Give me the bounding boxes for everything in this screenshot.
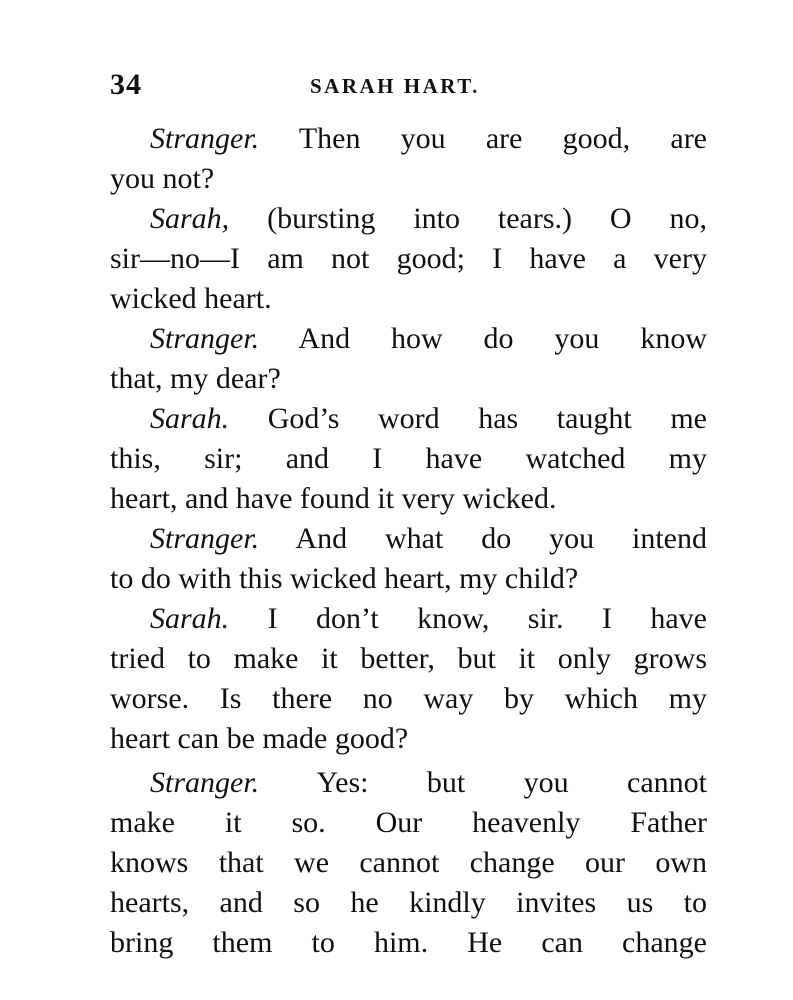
line-text: (bursting into tears.) O no,	[229, 202, 707, 235]
text-line	[110, 199, 707, 239]
text-line	[110, 679, 707, 719]
running-head	[110, 68, 710, 108]
text-line	[110, 719, 707, 759]
line-text: And what do you intend	[259, 522, 707, 555]
text-line	[110, 119, 707, 159]
line-text: make it so. Our heavenly Father	[110, 806, 707, 839]
text-line	[110, 519, 707, 559]
speaker-name: Sarah,	[150, 202, 230, 235]
text-line	[110, 359, 707, 399]
text-line	[110, 843, 707, 883]
line-text: knows that we cannot change our own	[110, 846, 707, 879]
line-text: you not?	[110, 162, 215, 195]
line-text: wicked heart.	[110, 282, 272, 315]
line-text: sir—no—I am not good; I have a very	[110, 242, 707, 275]
body-text	[110, 119, 707, 963]
speaker-name: Stranger.	[150, 522, 260, 555]
text-line	[110, 923, 707, 963]
line-text: hearts, and so he kindly invites us to	[110, 886, 707, 919]
speaker-name: Sarah.	[150, 402, 230, 435]
line-text: worse. Is there no way by which my	[110, 682, 707, 715]
text-line	[110, 159, 707, 199]
text-line	[110, 399, 707, 439]
line-text: heart, and have found it very wicked.	[110, 482, 557, 515]
text-line	[110, 639, 707, 679]
text-line	[110, 763, 707, 803]
text-line	[110, 319, 707, 359]
speaker-name: Stranger.	[150, 766, 260, 799]
page-number: 34	[110, 68, 142, 101]
speaker-name: Sarah.	[150, 602, 230, 635]
text-line	[110, 479, 707, 519]
text-line	[110, 239, 707, 279]
line-text: God’s word has taught me	[229, 402, 707, 435]
running-title: SARAH HART.	[310, 74, 480, 98]
speaker-name: Stranger.	[150, 122, 260, 155]
line-text: bring them to him. He can change	[110, 926, 707, 959]
line-text: Then you are good, are	[259, 122, 707, 155]
line-text: heart can be made good?	[110, 722, 409, 755]
line-text: tried to make it better, but it only grows	[110, 642, 707, 675]
line-text: that, my dear?	[110, 362, 281, 395]
speaker-name: Stranger.	[150, 322, 260, 355]
text-line	[110, 803, 707, 843]
text-line	[110, 599, 707, 639]
line-text: And how do you know	[259, 322, 707, 355]
line-text: I don’t know, sir. I have	[229, 602, 707, 635]
text-line	[110, 559, 707, 599]
text-line	[110, 279, 707, 319]
line-text: this, sir; and I have watched my	[110, 442, 707, 475]
line-text: to do with this wicked heart, my child?	[110, 562, 579, 595]
text-line	[110, 439, 707, 479]
text-line	[110, 883, 707, 923]
line-text: Yes: but you cannot	[259, 766, 707, 799]
